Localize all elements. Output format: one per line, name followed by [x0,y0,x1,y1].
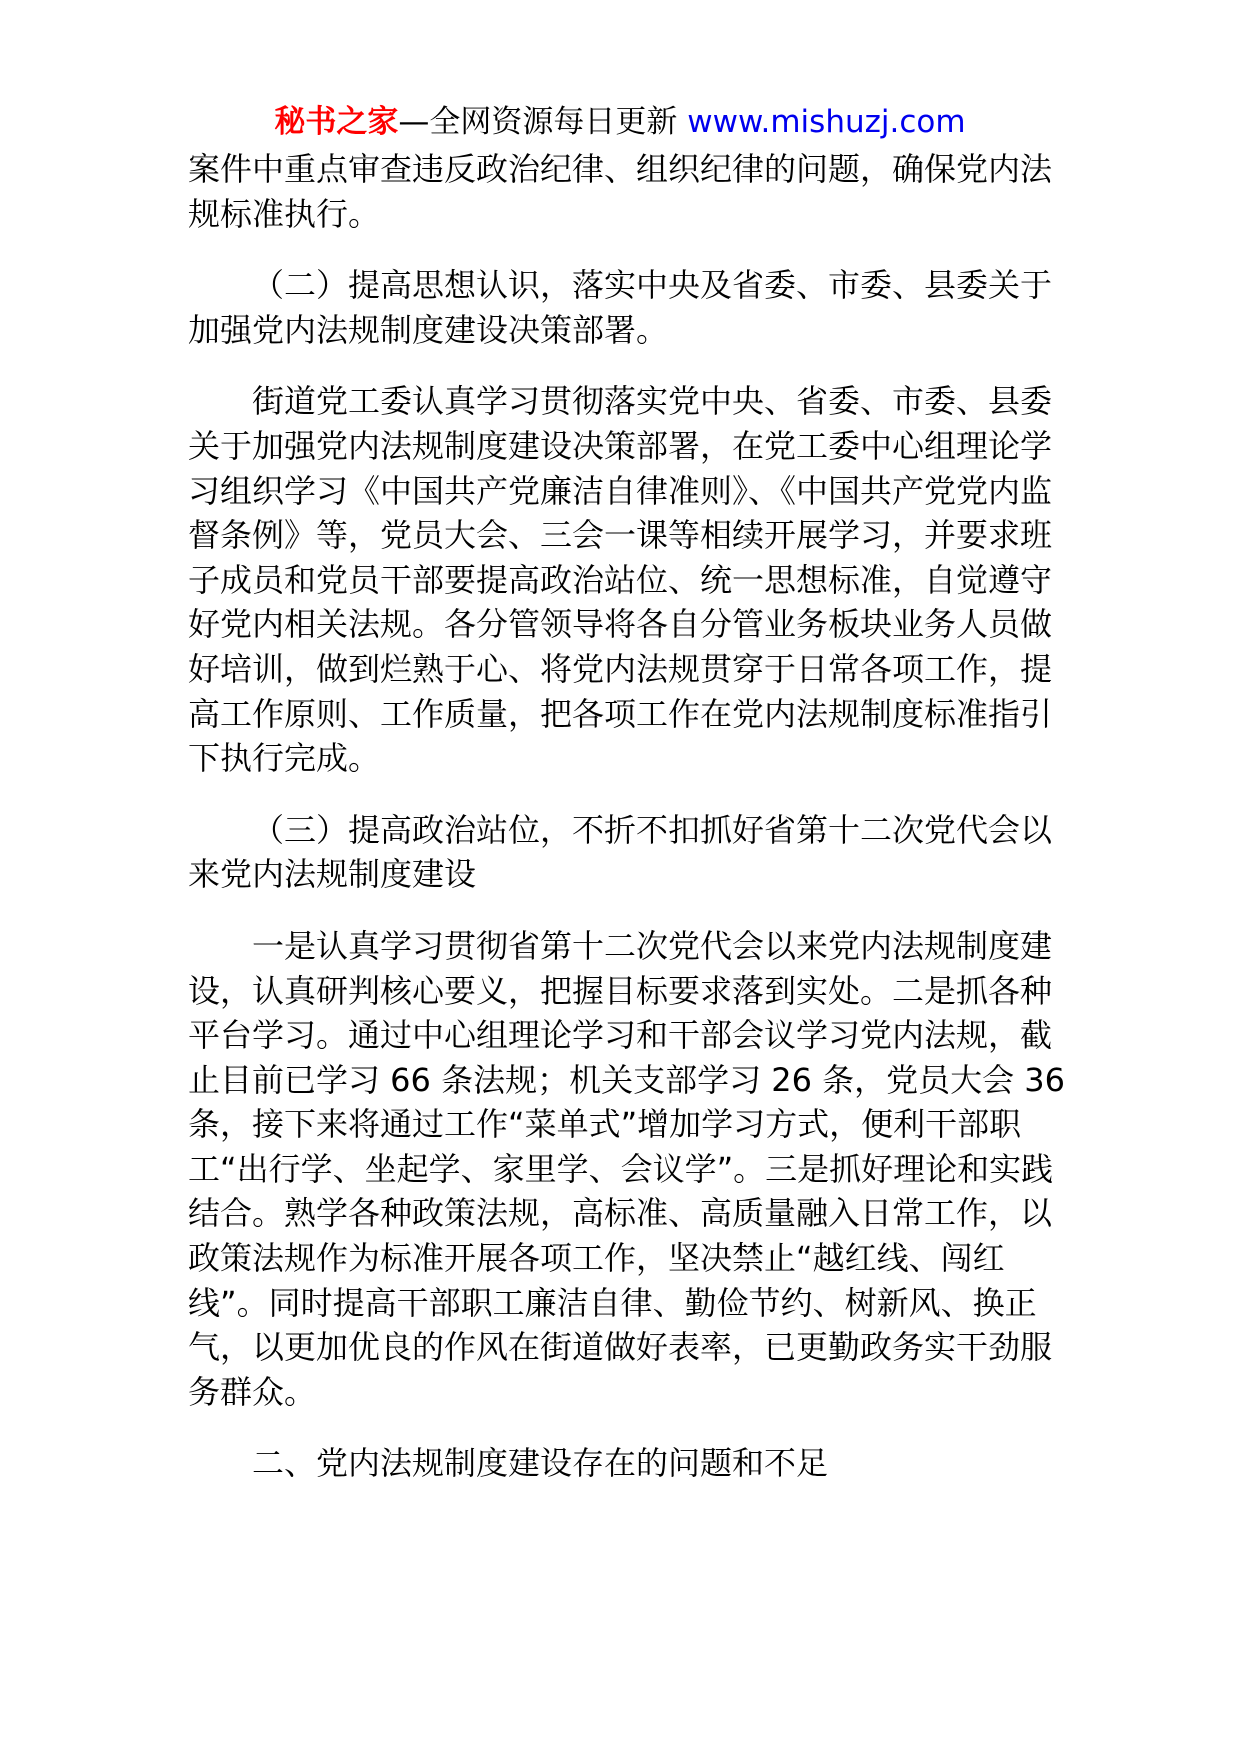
section-heading-problems: 二、党内法规制度建设存在的问题和不足 [252,1444,829,1483]
document-body [188,147,1068,1513]
section-heading-3: （三）提高政治站位，不折不扣抓好省第十二次党代会以来党内法规制度建设 [188,810,1053,894]
paragraph-continuation: 案件中重点审查违反政治纪律、组织纪律的问题，确保党内法规标准执行。 [188,150,1053,233]
section-heading-2: （二）提高思想认识，落实中央及省委、市委、县委关于加强党内法规制度建设决策部署。 [188,266,1053,349]
brand-name: 秘书之家 [274,104,399,140]
site-url-link[interactable]: www.mishuzj.com [687,104,966,140]
paragraph-body: 街道党工委认真学习贯彻落实党中央、省委、市委、县委关于加强党内法规制度建设决策部署，在党工委中心组理论学习组织学习《中国共产党廉洁自律准则》、《中国共产党党内监督条例》等，党员大会、三会一课等相续开展学习，并要求班子成员和党员干部要提高政治站位、统一思想标准，自觉遵守好党内相关法规。各分管领导将各自分管业务板块业务人员做好培训，做到烂熟于心、将党内法规贯穿于日常各项工作，提高工作原则、工作质量，把各项工作在党内法规制度标准指引下执行完成。 [188,382,1053,778]
header-tagline: —全网资源每日更新 [398,104,688,140]
page-header [0,100,1240,144]
paragraph-body: 一是认真学习贯彻省第十二次党代会以来党内法规制度建设，认真研判核心要义，把握目标要求落到实处。二是抓各种平台学习。通过中心组理论学习和干部会议学习党内法规，截止目前已学习 66 条法规；机关支部学习 26 条，党员大会 36 条，接下来将通过工作“菜单式”增加学习方式，便利干部职工“出行学、坐起学、家里学、会议学”。三是抓好理论和实践结合。熟学各种政策法规，高标准、高质量融入日常工作，以政策法规作为标准开展各项工作，坚决禁止“越红线、闯红线”。同时提高干部职工廉洁自律、勤俭节约、树新风、换正气，以更加优良的作风在街道做好表率，已更勤政务实干劲服务群众。 [188,926,1066,1411]
